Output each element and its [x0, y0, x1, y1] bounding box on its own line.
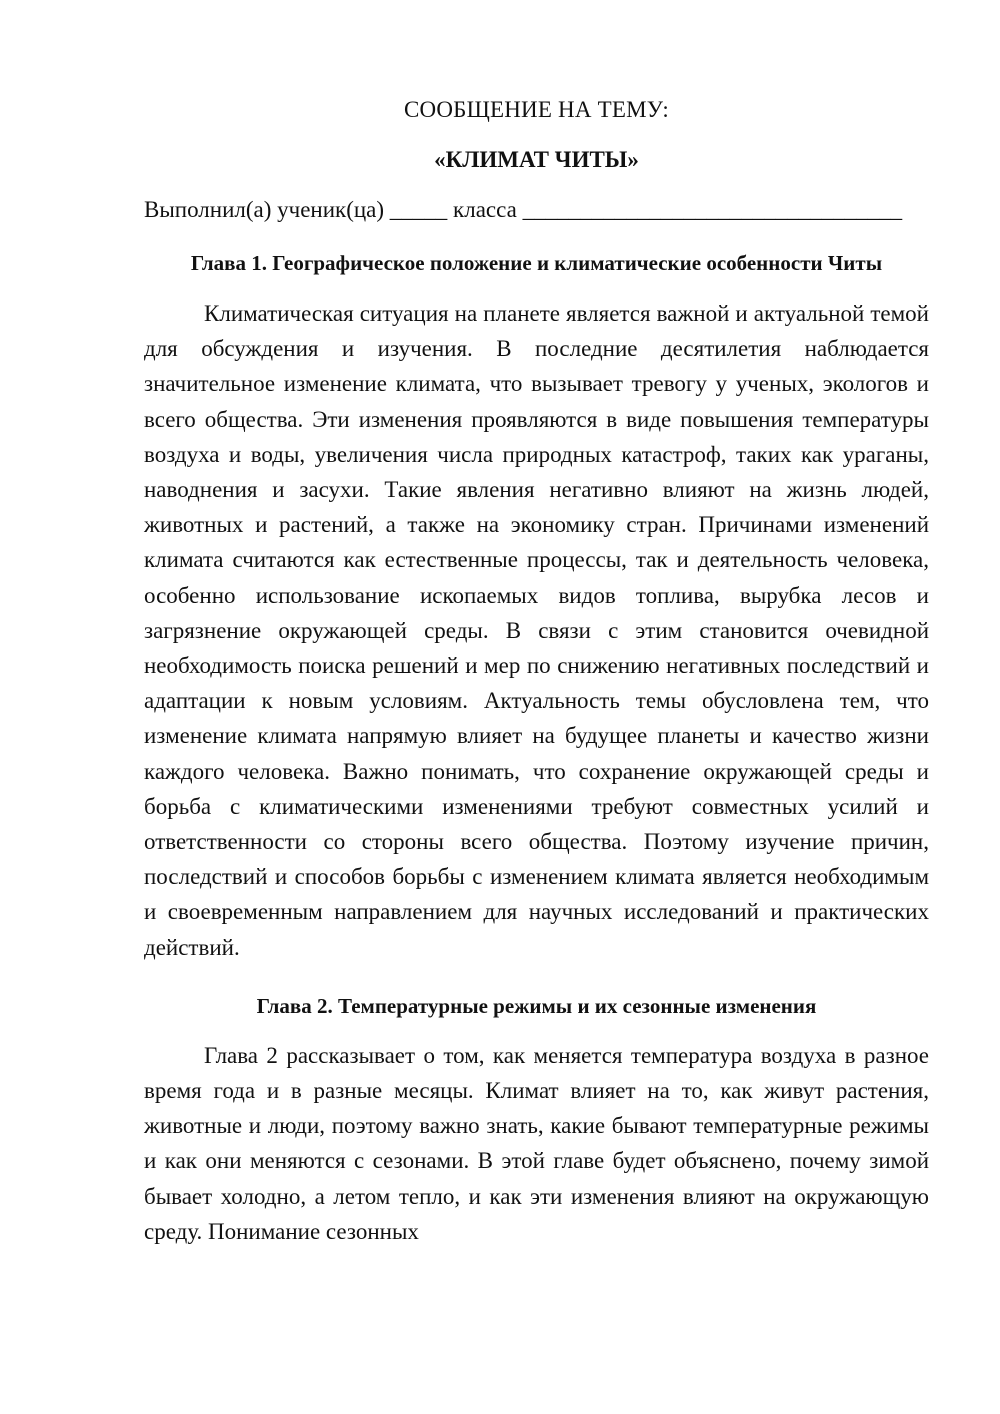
chapter-1	[144, 249, 929, 965]
topic-heading: СООБЩЕНИЕ НА ТЕМУ:	[404, 97, 669, 122]
chapter-1-title: Глава 1. Географическое положение и климатические особенности Читы	[190, 251, 883, 275]
student-info-line: Выполнил(а) ученик(ца) _____ класса _________________________________	[144, 197, 903, 222]
chapter-2-title: Глава 2. Температурные режимы и их сезонные изменения	[256, 993, 817, 1018]
chapter-1-paragraph: Климатическая ситуация на планете является важной и актуальной темой для обсуждения и изучения. В последние десятилетия наблюдается значительное изменение климата, что вызывает тревогу у ученых, экологов и всего общества. Эти изменения проявляются в виде повышения температуры воздуха и воды, увеличения числа природных катастроф, таких как ураганы, наводнения и засухи. Такие явления негативно влияют на жизнь людей, животных и растений, а также на экономику стран. Причинами изменений климата считаются как естественные процессы, так и деятельность человека, особенно использование ископаемых видов топлива, вырубка лесов и загрязнение окружающей среды. В связи с этим становится очевидной необходимость поиска решений и мер по снижению негативных последствий и адаптации к новым условиям. Актуальность темы обусловлена тем, что изменение климата напрямую влияет на будущее планеты и качество жизни каждого человека. Важно понимать, что сохранение окружающей среды и борьба с климатическими изменениями требуют совместных усилий и ответственности со стороны всего общества. Поэтому изучение причин, последствий и способов борьбы с изменением климата является необходимым и своевременным направлением для научных исследований и практических действий.	[144, 301, 929, 960]
document-title: «КЛИМАТ ЧИТЫ»	[434, 147, 639, 172]
document-body	[144, 96, 929, 1249]
chapter-2	[144, 992, 929, 1249]
chapter-2-paragraph: Глава 2 рассказывает о том, как меняется температура воздуха в разное время года и в разные месяцы. Климат влияет на то, как живут растения, животные и люди, поэтому важно знать, какие бывают температурные режимы и как они меняются с сезонами. В этой главе будет объяснено, почему зимой бывает холодно, а летом тепло, и как эти изменения влияют на окружающую среду. Понимание сезонных	[144, 1042, 929, 1244]
